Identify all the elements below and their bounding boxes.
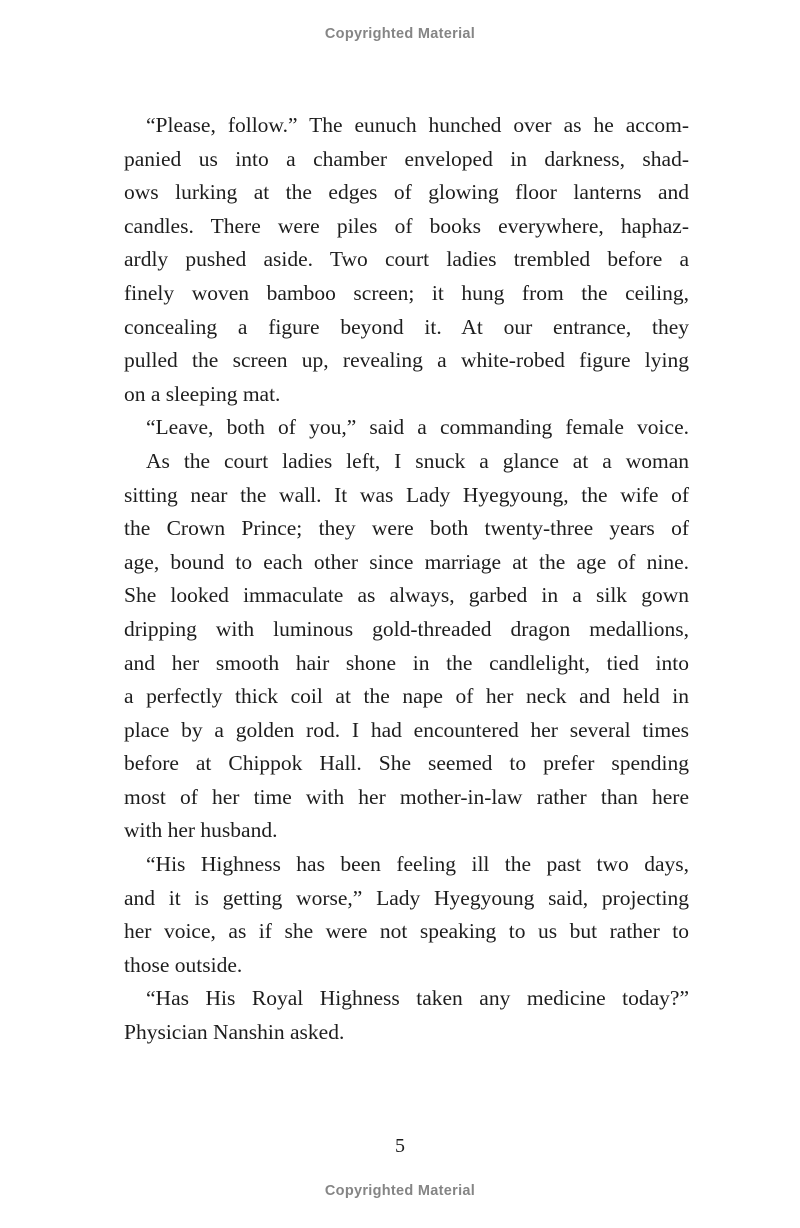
text-line: those outside.	[124, 952, 243, 977]
text-line: concealing a figure beyond it. At our entrance, they	[124, 314, 689, 339]
text-line: “Leave, both of you,” said a commanding female voice.	[146, 415, 689, 440]
copyright-notice-top: Copyrighted Material	[324, 26, 476, 42]
copyright-notice-bottom: Copyrighted Material	[324, 1183, 476, 1199]
text-line: the Crown Prince; they were both twenty-three years of	[124, 516, 689, 541]
text-line: dripping with luminous gold-threaded dragon medallions,	[124, 616, 689, 641]
text-line: “Please, follow.” The eunuch hunched over as he accom-	[146, 113, 689, 137]
text-line: sitting near the wall. It was Lady Hyegyoung, the wife of	[124, 482, 689, 507]
text-line: candles. There were piles of books everywhere, haphaz-	[124, 213, 689, 238]
paragraph	[124, 109, 689, 411]
text-line: most of her time with her mother-in-law rather than here	[124, 784, 689, 809]
text-line: ows lurking at the edges of glowing floor lanterns and	[124, 180, 689, 205]
page-number: 5	[395, 1135, 405, 1157]
paragraph	[124, 411, 689, 445]
text-line: and her smooth hair shone in the candlelight, tied into	[124, 650, 689, 675]
text-line: panied us into a chamber enveloped in darkness, shad-	[124, 146, 689, 171]
text-line: Physician Nanshin asked.	[124, 1020, 345, 1045]
text-line: As the court ladies left, I snuck a glance at a woman	[146, 448, 689, 473]
text-line: a perfectly thick coil at the nape of her neck and held in	[124, 684, 689, 709]
text-line: finely woven bamboo screen; it hung from the ceiling,	[124, 280, 689, 305]
paragraph	[124, 848, 689, 982]
text-line: on a sleeping mat.	[124, 381, 281, 406]
paragraph	[124, 982, 689, 1049]
text-line: “Has His Royal Highness taken any medicine today?”	[146, 986, 689, 1011]
text-line: “His Highness has been feeling ill the past two days,	[146, 852, 689, 877]
text-line: before at Chippok Hall. She seemed to prefer spending	[124, 751, 689, 776]
text-line: ardly pushed aside. Two court ladies trembled before a	[124, 247, 689, 272]
text-line: She looked immaculate as always, garbed in a silk gown	[124, 583, 689, 608]
text-line: with her husband.	[124, 818, 278, 843]
page-text-block	[124, 109, 689, 1050]
paragraph	[124, 445, 689, 848]
text-line: her voice, as if she were not speaking to us but rather to	[124, 919, 689, 944]
text-line: age, bound to each other since marriage at the age of nine.	[124, 549, 689, 574]
text-line: and it is getting worse,” Lady Hyegyoung said, projecting	[124, 885, 689, 910]
text-line: place by a golden rod. I had encountered her several times	[124, 717, 689, 742]
text-line: pulled the screen up, revealing a white-robed figure lying	[124, 348, 689, 373]
